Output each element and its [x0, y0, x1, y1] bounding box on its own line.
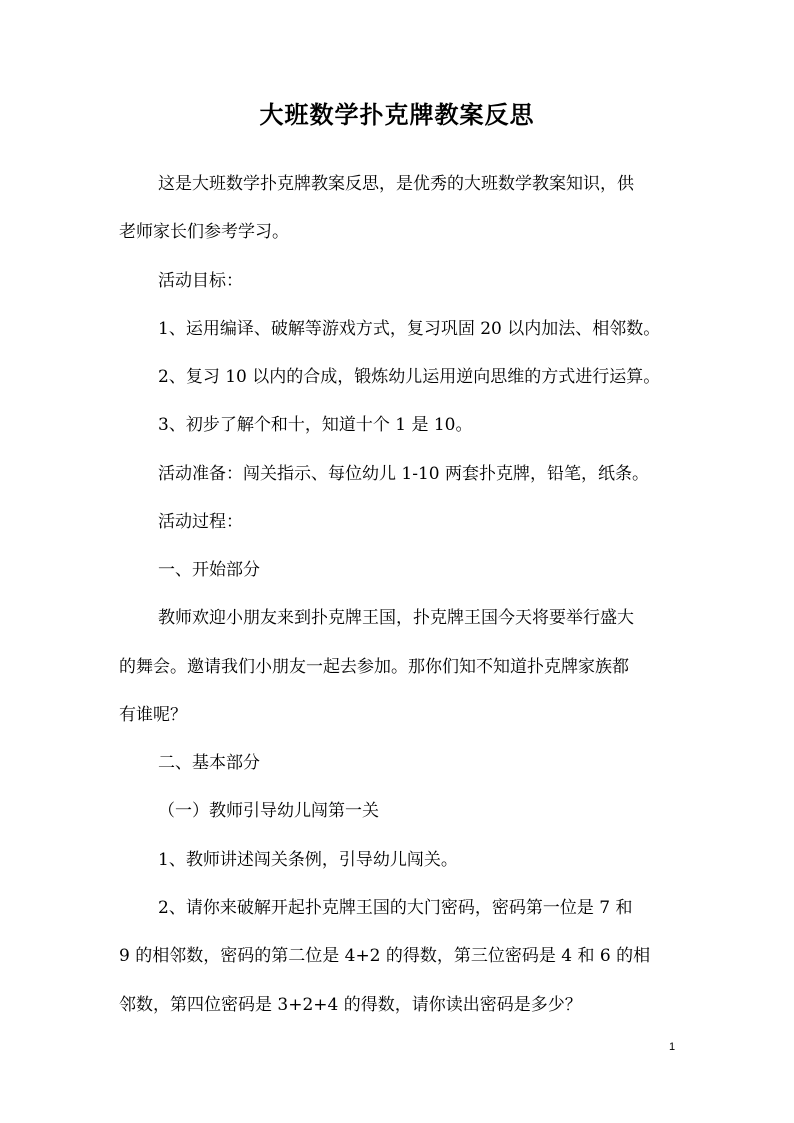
document-title: 大班数学扑克牌教案反思 [259, 100, 535, 129]
list-item: 2、复习 10 以内的合成，锻炼幼儿运用逆向思维的方式进行运算。 [158, 367, 661, 387]
section-heading: 二、基本部分 [158, 753, 260, 773]
section-heading: 一、开始部分 [158, 560, 260, 580]
paragraph-line: 教师欢迎小朋友来到扑克牌王国，扑克牌王国今天将要举行盛大 [158, 608, 634, 628]
paragraph-line: 2、请你来破解开起扑克牌王国的大门密码，密码第一位是 7 和 [158, 898, 633, 918]
section-heading: 活动过程： [158, 512, 243, 532]
paragraph-line: 邻数，第四位密码是 3+2+4 的得数，请你读出密码是多少？ [119, 995, 582, 1015]
list-item: 1、教师讲述闯关条例，引导幼儿闯关。 [158, 850, 458, 870]
subsection-heading: （一）教师引导幼儿闯第一关 [158, 801, 379, 821]
list-item: 3、初步了解个和十，知道十个 1 是 10。 [158, 415, 473, 435]
section-heading: 活动目标： [158, 271, 243, 291]
paragraph-line: 老师家长们参考学习。 [119, 222, 289, 242]
page-number: 1 [668, 1041, 676, 1053]
paragraph-line: 活动准备：闯关指示、每位幼儿 1-10 两套扑克牌，铅笔，纸条。 [158, 464, 649, 484]
paragraph-line: 这是大班数学扑克牌教案反思，是优秀的大班数学教案知识，供 [158, 174, 634, 194]
list-item: 1、运用编译、破解等游戏方式，复习巩固 20 以内加法、相邻数。 [158, 319, 661, 339]
paragraph-line: 9 的相邻数，密码的第二位是 4+2 的得数，第三位密码是 4 和 6 的相 [119, 946, 651, 966]
paragraph-line: 的舞会。邀请我们小朋友一起去参加。那你们知不知道扑克牌家族都 [119, 657, 629, 677]
paragraph-line: 有谁呢？ [119, 705, 187, 725]
